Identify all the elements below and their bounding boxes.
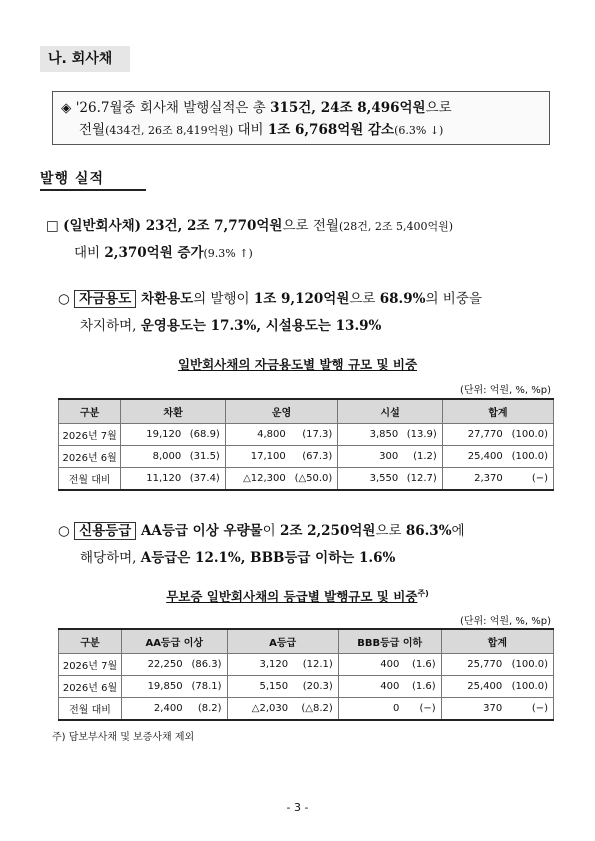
cell-share: (31.5) [185,446,225,468]
text-run: 의 발행이 [193,291,254,307]
cell-value: 0 [338,698,403,721]
square-bullet: □ [46,218,59,234]
text-run: 해당하며, [80,550,141,566]
row-label: 2026년 7월 [59,424,121,446]
paragraph-credit-rating [58,518,558,572]
cell-share: (12.1) [292,654,338,676]
summary-line-2 [61,119,541,142]
table-fund-use [58,398,554,491]
text-run: 으로 전월 [282,218,339,234]
summary-bullet: ◈ [61,100,72,116]
table1-title: 일반회사채의 자금용도별 발행 규모 및 비중 [177,357,418,372]
cell-share: (12.7) [402,468,442,491]
cell-value: △12,300 [225,468,289,491]
cell-value: 11,120 [121,468,185,491]
circle-bullet: ○ [58,523,70,539]
text-run: 차환용도 [136,291,194,307]
column-header: A등급 [227,629,338,654]
text-run: 2,370억원 증가 [104,245,204,261]
cell-value: 25,770 [441,654,506,676]
text-run: 2조 2,250억원 [279,523,376,539]
cell-share: (100.0) [507,446,554,468]
fund-use-label: 자금용도 [74,290,136,308]
text-run: '26.7월중 회사채 발행실적은 총 [75,100,271,116]
text-run: 이 [262,523,280,539]
column-header: 차환 [121,399,226,424]
cell-value: 5,150 [227,676,292,698]
column-header: 시설 [338,399,443,424]
text-run: AA등급 이상 우량물 [136,523,263,539]
text-run: (9.3% ↑) [203,247,253,260]
paragraph-general-bonds [46,213,556,267]
table1-unit: (단위: 억원, %, %p) [459,385,551,396]
column-header: BBB등급 이하 [338,629,441,654]
table-row [59,676,554,698]
summary-line-1-text [76,100,452,116]
text-run: 으로 [349,291,380,307]
text-run: 1조 6,768억원 감소 [267,122,395,138]
cell-share: (20.3) [292,676,338,698]
cell-value: 27,770 [442,424,506,446]
row-label: 2026년 6월 [59,446,121,468]
cell-value: 3,120 [227,654,292,676]
cell-share: (1.6) [403,676,441,698]
text-run: 에 [451,523,465,539]
cell-value: 22,250 [121,654,186,676]
text-run: 1조 9,120억원 [253,291,350,307]
cell-share: (−) [506,698,553,721]
cell-share: (△8.2) [292,698,338,721]
table-header-row [59,629,554,654]
table-credit-rating [58,628,554,721]
table-row [59,424,554,446]
summary-box [52,91,550,145]
cell-share: (100.0) [507,424,554,446]
cell-value: 17,100 [225,446,289,468]
text-run: (6.3% ↓) [394,124,444,137]
circle-bullet: ○ [58,291,70,307]
row-label: 전월 대비 [59,468,121,491]
text-run: 대비 [233,122,268,138]
text-run: A등급은 12.1%, BBB등급 이하는 1.6% [140,550,396,566]
credit-rating-label: 신용등급 [74,522,136,540]
row-label: 전월 대비 [59,698,122,721]
column-header: 구분 [59,399,121,424]
cell-share: (−) [507,468,554,491]
cell-share: (1.6) [403,654,441,676]
row-label: 2026년 6월 [59,676,122,698]
text-run: 으로 [375,523,406,539]
cell-share: (86.3) [187,654,227,676]
table-row [59,468,554,491]
cell-share: (17.3) [290,424,338,446]
text-run: 의 비중을 [425,291,482,307]
cell-share: (−) [403,698,441,721]
column-header: 합계 [442,399,553,424]
cell-share: (8.2) [187,698,227,721]
text-run: 68.9% [379,291,426,307]
text-run: (일반회사채) 23건, 2조 7,770억원 [63,218,283,234]
table2-unit: (단위: 억원, %, %p) [459,616,551,627]
column-header: 구분 [59,629,122,654]
cell-value: 300 [338,446,402,468]
cell-value: 8,000 [121,446,185,468]
text-run: 전월 [79,122,106,138]
paragraph-line [58,286,558,313]
column-header: 합계 [441,629,553,654]
paragraph-line [46,213,556,240]
sub-heading-underline [40,189,146,191]
page-number: - 3 - [286,801,309,814]
table-row [59,698,554,721]
text-run: 으로 [425,100,452,116]
cell-value: △2,030 [227,698,292,721]
paragraph-text [136,523,464,539]
cell-value: 25,400 [442,446,506,468]
section-title: 나. 회사채 [40,46,130,72]
column-header: AA등급 이상 [121,629,227,654]
cell-value: 19,850 [121,676,186,698]
text-run: 86.3% [405,523,452,539]
cell-value: 400 [338,676,403,698]
cell-share: (68.9) [185,424,225,446]
cell-value: 3,850 [338,424,402,446]
cell-share: (100.0) [506,654,553,676]
text-run: 차지하며, [80,318,141,334]
cell-share: (100.0) [506,676,553,698]
table-row [59,446,554,468]
summary-line-1 [61,97,541,119]
paragraph-text [136,291,482,307]
paragraph-line [58,545,558,572]
cell-share: (13.9) [402,424,442,446]
cell-value: 3,550 [338,468,402,491]
cell-value: 2,370 [442,468,506,491]
cell-share: (78.1) [187,676,227,698]
cell-value: 370 [441,698,506,721]
cell-value: 4,800 [225,424,289,446]
text-run: 운영용도는 17.3%, 시설용도는 13.9% [140,318,382,334]
cell-share: (37.4) [185,468,225,491]
cell-value: 2,400 [121,698,186,721]
table-header-row [59,399,554,424]
cell-share: (67.3) [290,446,338,468]
cell-share: (△50.0) [290,468,338,491]
cell-value: 25,400 [441,676,506,698]
cell-share: (1.2) [402,446,442,468]
row-label: 2026년 7월 [59,654,122,676]
paragraph-line [58,518,558,545]
text-run: 대비 [74,245,105,261]
text-run: 315건, 24조 8,496억원 [270,100,426,116]
paragraph-line [58,313,558,340]
footnote: 주) 담보부사채 및 보증사채 제외 [52,732,195,743]
cell-value: 400 [338,654,403,676]
paragraph-fund-use [58,286,558,340]
column-header: 운영 [225,399,337,424]
text-run: (434건, 26조 8,419억원) [105,124,234,137]
sub-heading: 발행 실적 [40,171,104,187]
paragraph-line [46,240,556,267]
table-row [59,654,554,676]
paragraph-text [63,218,453,234]
text-run: (28건, 2조 5,400억원) [338,220,454,233]
table2-title: 무보증 일반회사채의 등급별 발행규모 및 비중$^{주)}$ [166,588,429,604]
cell-value: 19,120 [121,424,185,446]
